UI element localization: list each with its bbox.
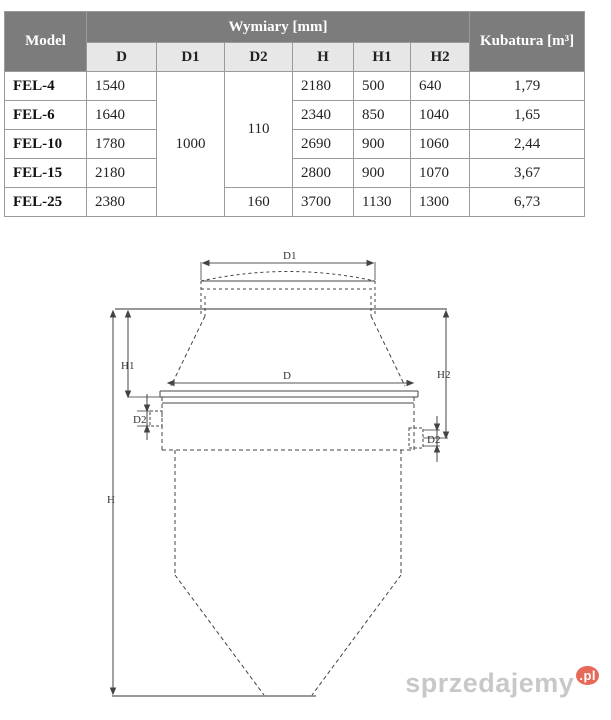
cell-h1: 500: [354, 72, 411, 101]
cell-h2: 1300: [411, 188, 470, 217]
header-h: H: [293, 43, 354, 72]
label-d2-left: D2: [133, 414, 147, 426]
cell-d2-shared: 110: [225, 72, 293, 188]
cell-h2: 1070: [411, 159, 470, 188]
header-d1: D1: [157, 43, 225, 72]
cell-h: 2180: [293, 72, 354, 101]
watermark-logo: [405, 668, 599, 699]
lower-cylinder: [175, 450, 401, 575]
cell-d: 1780: [87, 130, 157, 159]
watermark-tld: .pl: [576, 666, 599, 685]
cell-model: FEL-15: [5, 159, 87, 188]
label-d: D: [283, 370, 291, 382]
cell-h1: 900: [354, 130, 411, 159]
watermark-text: sprzedajemy: [405, 668, 575, 698]
cell-h1: 1130: [354, 188, 411, 217]
pipe-right: [409, 428, 423, 448]
cell-model: FEL-4: [5, 72, 87, 101]
header-d: D: [87, 43, 157, 72]
cell-h: 2690: [293, 130, 354, 159]
label-d1: D1: [283, 250, 297, 262]
cell-model: FEL-10: [5, 130, 87, 159]
cell-d: 2380: [87, 188, 157, 217]
cell-h1: 900: [354, 159, 411, 188]
label-d2-right: D2: [427, 434, 441, 446]
cell-kubatura: 1,65: [470, 101, 585, 130]
h1-dimension: [126, 311, 161, 397]
header-h2: H2: [411, 43, 470, 72]
cell-h2: 1060: [411, 130, 470, 159]
cell-kubatura: 6,73: [470, 188, 585, 217]
cell-kubatura: 1,79: [470, 72, 585, 101]
cell-h: 2800: [293, 159, 354, 188]
cell-h: 3700: [293, 188, 354, 217]
cell-model: FEL-25: [5, 188, 87, 217]
header-model: Model: [5, 12, 87, 72]
header-d2: D2: [225, 43, 293, 72]
bottom-cone: [175, 575, 401, 695]
label-h1: H1: [121, 360, 135, 372]
flange: [160, 391, 418, 403]
cell-h2: 1040: [411, 101, 470, 130]
cell-kubatura: 2,44: [470, 130, 585, 159]
header-wymiary: Wymiary [mm]: [87, 12, 470, 43]
pipe-left: [150, 411, 162, 426]
cell-d1-shared: 1000: [157, 72, 225, 217]
cell-kubatura: 3,67: [470, 159, 585, 188]
cell-d2-large: 160: [225, 188, 293, 217]
cell-h1: 850: [354, 101, 411, 130]
label-h: H: [107, 494, 115, 506]
label-h2: H2: [437, 369, 451, 381]
header-h1: H1: [354, 43, 411, 72]
cell-d: 1640: [87, 101, 157, 130]
header-kubatura: Kubatura [m³]: [470, 12, 585, 72]
body-cylinder: [162, 397, 414, 450]
cell-d: 1540: [87, 72, 157, 101]
cell-model: FEL-6: [5, 101, 87, 130]
cell-h: 2340: [293, 101, 354, 130]
cell-d: 2180: [87, 159, 157, 188]
d1-dimension: [201, 261, 375, 281]
cell-h2: 640: [411, 72, 470, 101]
